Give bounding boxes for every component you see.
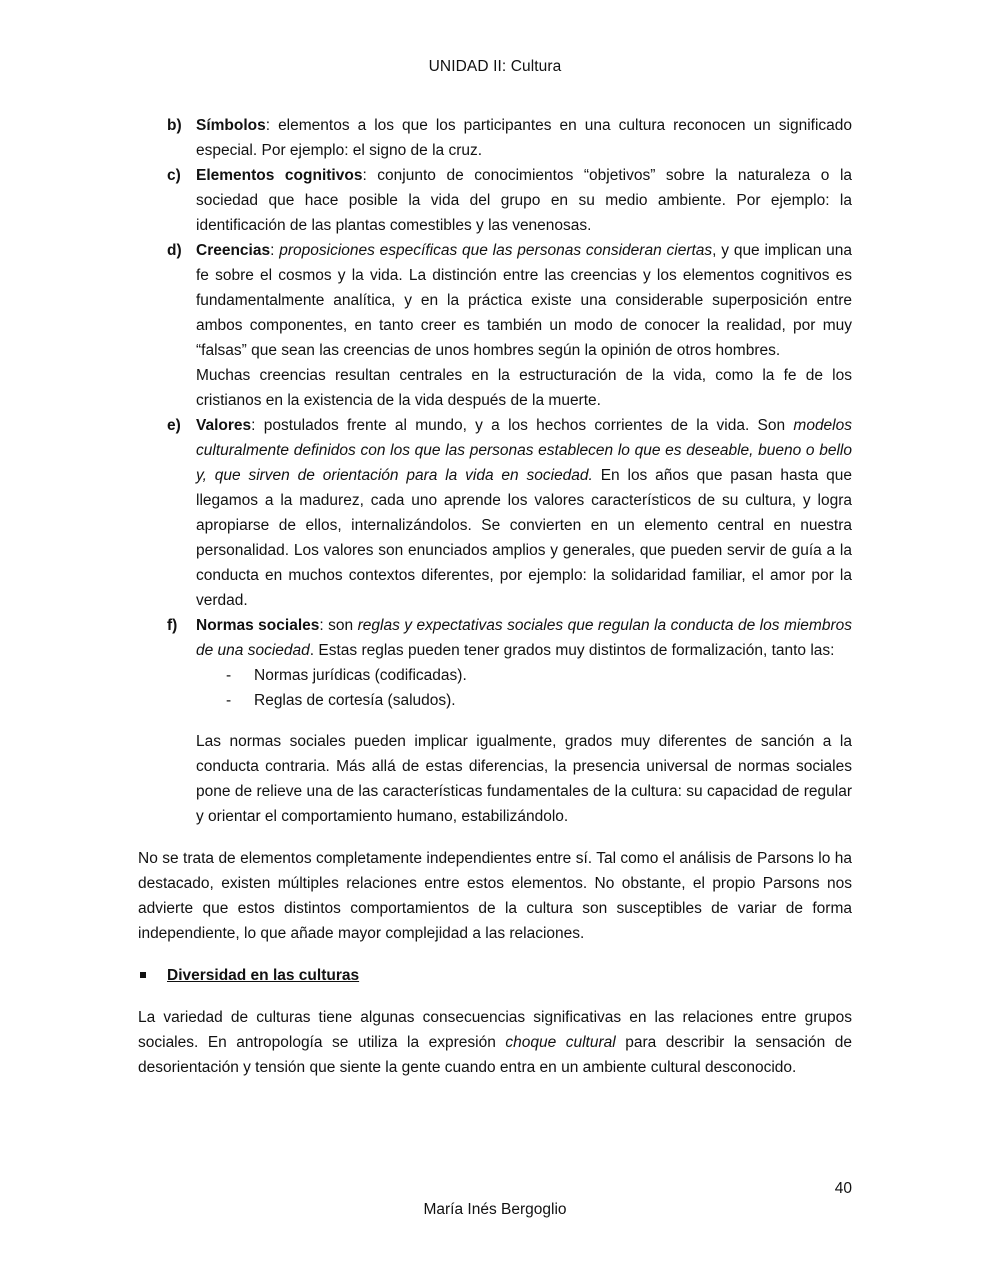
list-item-simbolos bbox=[138, 113, 852, 163]
definition-italic: reglas y expectativas sociales que regulan la conducta de los miembros de una sociedad bbox=[196, 617, 852, 659]
square-bullet-icon bbox=[140, 972, 146, 978]
definition-text: : elementos a los que los participantes en una cultura reconocen un significado especial. Por ejemplo: el signo de la cruz. bbox=[196, 117, 852, 159]
list-marker: f) bbox=[167, 617, 178, 634]
sub-item-text: Normas jurídicas (codificadas). bbox=[254, 667, 467, 684]
dash-marker: - bbox=[226, 692, 232, 709]
definition-text: : bbox=[270, 242, 280, 259]
body-paragraph-parsons: No se trata de elementos completamente independientes entre sí. Tal como el análisis de Parsons lo ha destacado, existen múltiples relaciones entre estos elementos. No obstante, el propio Parsons nos advierte que estos distintos comportamientos de la cultura son susceptibles de variar de forma independiente, lo que añade mayor complejidad a las relaciones. bbox=[138, 850, 852, 942]
sub-item-text: Reglas de cortesía (saludos). bbox=[254, 692, 456, 709]
list-marker: c) bbox=[167, 167, 181, 184]
creencias-continuation: Muchas creencias resultan centrales en la estructuración de la vida, como la fe de los cristianos en la existencia de la vida después de la muerte. bbox=[196, 367, 852, 409]
section-title: Diversidad en las culturas bbox=[167, 967, 360, 984]
sub-item-reglas-cortesia bbox=[138, 688, 852, 713]
definition-italic: proposiciones específicas que las personas consideran ciertas bbox=[279, 242, 713, 259]
definition-text-rest: . Estas reglas pueden tener grados muy distintos de formalización, tanto las: bbox=[309, 642, 835, 659]
term-elementos-cognitivos: Elementos cognitivos bbox=[196, 167, 363, 184]
definition-text: : conjunto de conocimientos “objetivos” sobre la naturaleza o la sociedad que hace posible la vida del grupo en su medio ambiente. Por ejemplo: la identificación de las plantas comestibles y las venenosas. bbox=[196, 167, 853, 234]
section-heading bbox=[138, 963, 852, 988]
definition-text-rest: , y que implican una fe sobre el cosmos y la vida. La distinción entre las creencias y los elementos cognitivos es fundamentalmente analítica, y en la práctica existe una considerable superposición entre ambos componentes, en tanto creer es también un modo de conocer la realidad, por muy “falsas” que sean las creencias de unos hombres según la opinión de otros hombres. bbox=[196, 242, 853, 359]
list-item-valores bbox=[138, 413, 852, 613]
list-marker: b) bbox=[167, 117, 182, 134]
running-footer-author: María Inés Bergoglio bbox=[423, 1201, 567, 1218]
definition-text: : postulados frente al mundo, y a los hechos corrientes de la vida. Son bbox=[251, 417, 794, 434]
definition-text-rest: En los años que pasan hasta que llegamos a la madurez, cada uno aprende los valores característicos de su cultura, y logra apropiarse de ellos, internalizándolos. Se convierten en un elemento central en nuestra personalidad. Los valores son enunciados amplios y generales, que pueden servir de guía a la conducta en muchos contextos diferentes, por ejemplo: la solidaridad familiar, el amor por la verdad. bbox=[196, 467, 852, 609]
term-valores: Valores bbox=[196, 417, 252, 434]
term-creencias: Creencias bbox=[196, 242, 271, 259]
sub-item-normas-juridicas bbox=[138, 663, 852, 688]
definition-text: : son bbox=[319, 617, 358, 634]
dash-marker: - bbox=[226, 667, 232, 684]
definition-italic: modelos culturalmente definidos con los que las personas establecen lo que es deseable, bueno o bello y, que sirven de orientación para la vida en sociedad. bbox=[196, 417, 852, 484]
page-body bbox=[138, 113, 852, 1080]
body-paragraph-diversidad bbox=[138, 1005, 852, 1080]
running-header: UNIDAD II: Cultura bbox=[428, 58, 562, 75]
list-item-creencias bbox=[138, 238, 852, 363]
page-number: 40 bbox=[834, 1180, 852, 1197]
list-item-normas-sociales bbox=[138, 613, 852, 663]
list-item-elementos-cognitivos bbox=[138, 163, 852, 238]
list-marker: d) bbox=[167, 242, 182, 259]
paragraph-text: La variedad de culturas tiene algunas consecuencias significativas en las relaciones entre grupos sociales. En antropología se utiliza la expresión bbox=[138, 1009, 852, 1051]
paragraph-text-rest: para describir la sensación de desorientación y tensión que siente la gente cuando entra en un ambiente cultural desconocido. bbox=[138, 1034, 852, 1076]
normas-sociales-paragraph: Las normas sociales pueden implicar igualmente, grados muy diferentes de sanción a la conducta contraria. Más allá de estas diferencias, la presencia universal de normas sociales pone de relieve una de las características fundamentales de la cultura: su capacidad de regular y orientar el comportamiento humano, estabilizándolo. bbox=[196, 733, 852, 825]
paragraph-italic: choque cultural bbox=[505, 1034, 616, 1051]
term-normas-sociales: Normas sociales bbox=[196, 617, 320, 634]
term-simbolos: Símbolos bbox=[196, 117, 266, 134]
list-marker: e) bbox=[167, 417, 181, 434]
